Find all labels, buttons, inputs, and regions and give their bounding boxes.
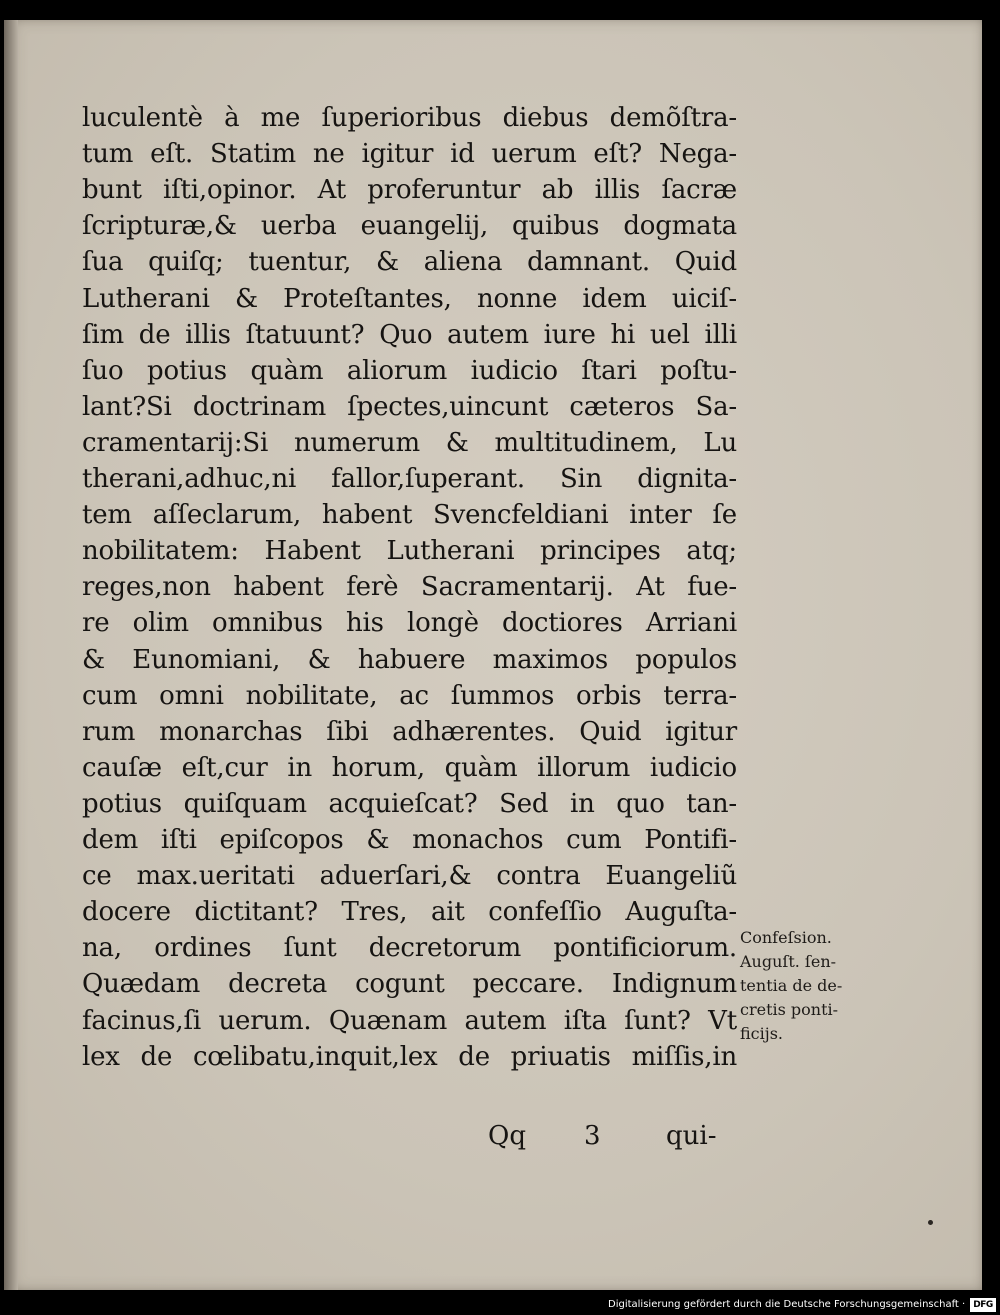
credit-text: Digitalisierung gefördert durch die Deutsche Forschungsgemeinschaft · <box>608 1299 966 1310</box>
text-line: nobilitatem: Habent Lutherani principes atq; <box>82 536 737 567</box>
text-line: dem iſti epiſcopos & monachos cum Pontifi- <box>82 825 737 855</box>
text-line: ſua quiſq; tuentur, & aliena damnant. Quid <box>82 247 737 278</box>
text-line: reges,non habent ferè Sacramentarij. At fue- <box>82 572 737 603</box>
text-line: potius quiſquam acquieſcat? Sed in quo tan- <box>82 788 737 819</box>
text-line: cauſæ eſt,cur in horum, quàm illorum iudicio <box>82 752 737 783</box>
text-line: ſcripturæ,& uerba euangelij, quibus dogmata <box>82 211 737 242</box>
text-line: lex de cœlibatu,inquit,lex de priuatis miſſis,in <box>82 1041 737 1072</box>
signature-mark: Qq <box>488 1121 526 1151</box>
text-line: cum omni nobilitate, ac ſummos orbis terra- <box>82 680 737 711</box>
page-gutter-shadow <box>4 20 18 1290</box>
credit-bar <box>604 1296 1000 1315</box>
text-line: tum eſt. Statim ne igitur id uerum eſt? Nega- <box>82 139 737 170</box>
signature-number: 3 <box>584 1121 601 1151</box>
text-line: na, ordines ſunt decretorum pontificiorum. <box>82 933 737 964</box>
text-line: ſim de illis ſtatuunt? Quo autem iure hi uel illi <box>82 319 737 350</box>
margin-note-line: ficijs. <box>740 1024 784 1043</box>
text-line: lant?Si doctrinam ſpectes,uincunt cæteros Sa- <box>82 391 737 422</box>
text-line: tem aſſeclarum, habent Svencfeldiani inter ſe <box>82 500 737 531</box>
catchword-line <box>488 1118 738 1154</box>
text-line: Lutherani & Proteſtantes, nonne idem uiciſ- <box>82 283 737 314</box>
margin-note-line: Auguſt. ſen- <box>740 952 837 971</box>
text-line: therani,adhuc,ni fallor,ſuperant. Sin dignita- <box>82 464 737 494</box>
text-line: docere dictitant? Tres, ait confeſſio Auguſta- <box>82 897 737 928</box>
text-line: bunt iſti,opinor. At proferuntur ab illis ſacræ <box>82 175 737 206</box>
text-line: ce max.ueritati aduerſari,& contra Euangeliũ <box>82 861 737 892</box>
catchword: qui- <box>666 1121 717 1151</box>
text-line: Quædam decreta cogunt peccare. Indignum <box>82 969 737 1000</box>
text-line: & Eunomiani, & habuere maximos populos <box>82 644 737 675</box>
margin-note-line: cretis ponti- <box>740 1000 839 1019</box>
text-line: rum monarchas ſibi adhærentes. Quid igitur <box>82 716 737 747</box>
margin-note-line: Confeſsion. <box>740 928 832 947</box>
text-line: luculentè à me ſuperioribus diebus demõſtra- <box>82 103 737 133</box>
text-line: cramentarij:Si numerum & multitudinem, Lu <box>82 427 737 458</box>
ink-speck <box>928 1220 933 1225</box>
text-line: re olim omnibus his longè doctiores Arriani <box>82 608 737 639</box>
text-line: ſuo potius quàm aliorum iudicio ſtari poſtu- <box>82 355 737 386</box>
margin-note-line: tentia de de- <box>740 976 843 995</box>
text-line: facinus,ſi uerum. Quænam autem iſta ſunt? Vt <box>82 1005 737 1036</box>
dfg-logo: DFG <box>970 1298 996 1312</box>
